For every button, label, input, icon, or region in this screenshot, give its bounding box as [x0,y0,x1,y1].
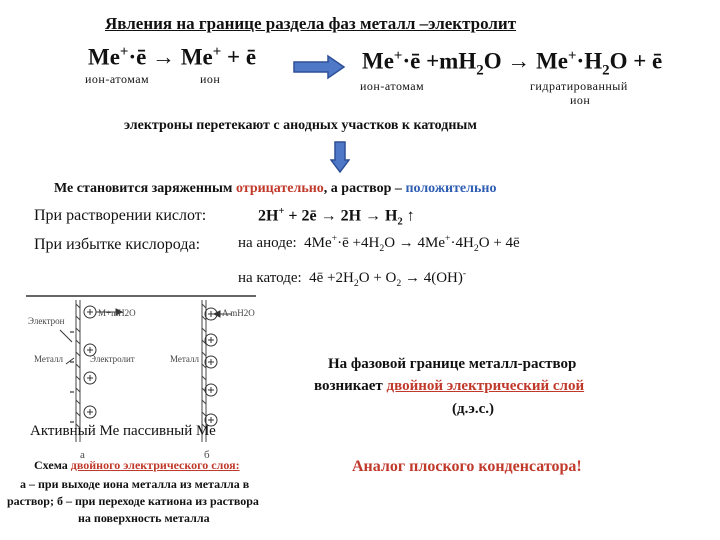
label-ion-atoms-1: ион-атомам [85,72,150,86]
right-arrow-icon [292,54,346,80]
diagram-label-electrolyte: Электролит [90,354,135,364]
diagram-label-electron: Электрон [28,316,65,326]
down-arrow-icon [330,140,350,174]
boundary-line2 [314,378,584,395]
diagram-letter-a: а [80,449,85,461]
oxygen-label: При избытке кислорода: [34,236,201,253]
charge-part2: , а раствор – [323,181,402,196]
label-ion-atoms-2: ион-атомам [360,79,425,93]
label-ion-2: ион [570,93,591,107]
diagram-letter-b: б [204,449,210,461]
diagram-formula-right: A mH2O [222,308,255,318]
diagram-label-metal-left: Металл [34,354,63,364]
caption-line2: а – при выходе иона металла из металла в [20,477,250,491]
diagram-formula-left: M+mH2O [98,308,136,318]
capacitor-analogy: Аналог плоского конденсатора! [352,458,582,475]
boundary-prefix: возникает [314,378,383,394]
caption-highlight: двойного электрического слоя: [70,458,240,472]
charge-part1: Ме становится заряженным [54,181,233,196]
label-ion-1: ион [200,72,221,86]
electrons-flow-text: электроны перетекают с анодных участков к катодным [124,118,477,133]
boundary-highlight: двойной электрический слой [386,378,585,394]
slide-title: Явления на границе раздела фаз металл –электролит [105,14,517,33]
boundary-line3: (д.э.с.) [452,401,494,417]
equation-hydration: Me+·ē $+mH_2O \to Me^+\cdot H_2O$ + ē [362,48,663,79]
anode-equation: на аноде: 4Me+·ē $+4H_2O \to 4Me^+\cdot 4H_2O$ + 4ē [238,233,520,254]
equation-ionization: Me+·ē → Me+ + ē [88,44,257,70]
caption-line4: на поверхность металла [78,511,210,525]
positive-word: положительно [405,181,497,196]
caption-prefix: Схема [34,458,68,472]
active-passive-label: Активный Ме пассивный Ме [30,423,216,439]
cathode-equation: на катоде: 4ē $+2H_2O + O_2 \to 4(OH)^-$ [238,268,467,289]
charge-line [54,181,496,197]
caption-line3: раствор; б – при переходе катиона из раствора [7,494,259,508]
acids-label: При растворении кислот: [34,207,207,224]
boundary-line1: На фазовой границе металл-раствор [328,356,577,372]
negative-word: отрицательно [235,181,324,196]
double-layer-diagram [26,292,256,472]
diagram-label-metal-right: Металл [170,354,199,364]
acids-equation: 2H+ + 2ē → $2H \to H_2$ ↑ [258,206,415,228]
caption-line1 [34,458,240,473]
label-hydrated: гидратированный [530,79,628,93]
